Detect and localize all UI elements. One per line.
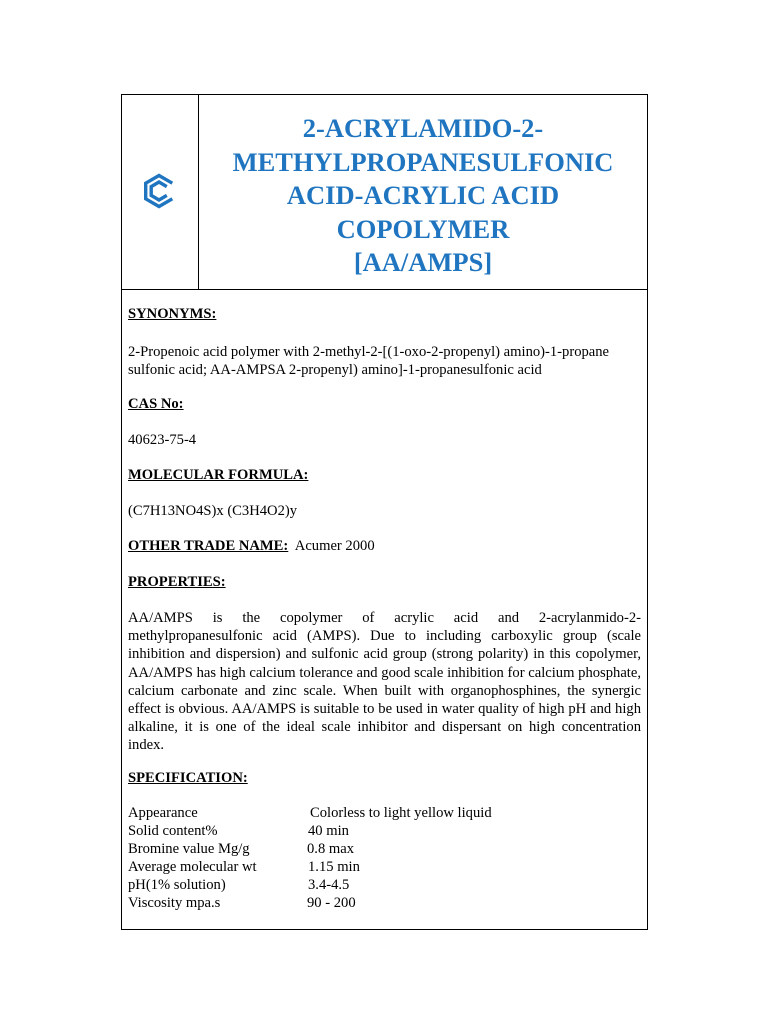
title-line: 2-ACRYLAMIDO-2- [302, 113, 544, 143]
specification-heading: SPECIFICATION: [128, 770, 248, 786]
title-line: ACID-ACRYLIC ACID [286, 180, 560, 210]
other-trade-name-heading: OTHER TRADE NAME: [128, 538, 289, 554]
spec-label: Bromine value Mg/g [128, 841, 250, 857]
cas-value: 40623-75-4 [128, 432, 197, 448]
molecular-formula-heading: MOLECULAR FORMULA: [128, 467, 309, 483]
title-line: METHYLPROPANESULFONIC [232, 146, 614, 177]
spec-label: pH(1% solution) [128, 877, 226, 893]
title-line: [AA/AMPS] [353, 247, 493, 277]
spec-row [128, 823, 641, 841]
header [122, 95, 647, 290]
spec-row [128, 841, 641, 859]
synonyms-heading: SYNONYMS: [128, 306, 217, 322]
hexagon-c-logo-icon [137, 169, 181, 213]
other-trade-name [128, 538, 641, 555]
spec-value: 1.15 min [308, 859, 360, 875]
properties-heading: PROPERTIES: [128, 574, 226, 590]
molecular-formula-value: (C7H13NO4S)x (C3H4O2)y [128, 503, 298, 519]
spec-label: Viscosity mpa.s [128, 895, 221, 911]
logo-cell [122, 95, 199, 289]
spec-label: Appearance [128, 805, 198, 821]
datasheet-frame [121, 94, 648, 930]
spec-label: Solid content% [128, 823, 218, 839]
spec-value: Colorless to light yellow liquid [310, 805, 492, 821]
synonyms-text: 2-Propenoic acid polymer with 2-methyl-2-[(1-oxo-2-propenyl) amino)-1-propane sulfonic acid; AA-AMPSA 2-propenyl) amino]-1-propanesulfonic acid [128, 344, 610, 379]
title-line: COPOLYMER [336, 213, 510, 244]
other-trade-name-value: Acumer 2000 [294, 538, 375, 554]
spec-value: 40 min [308, 823, 349, 839]
product-title [199, 112, 647, 280]
spec-label: Average molecular wt [128, 859, 257, 875]
spec-value: 0.8 max [307, 841, 355, 857]
spec-row [128, 877, 641, 895]
spec-value: 90 - 200 [307, 895, 356, 911]
spec-row [128, 805, 641, 823]
properties-text: AA/AMPS is the copolymer of acrylic acid and 2-acrylanmido-2-methylpropanesulfonic acid (AMPS). Due to including carboxylic group (scale inhibition and dispersion) and sulfonic acid group (strong polarity) in this copolymer, AA/AMPS has high calcium tolerance and good scale inhibition for calcium phosphate, calcium carbonate and zinc scale. When built with organophosphines, the synergic effect is obvious. AA/AMPS is suitable to be used in water quality of high pH and high alkaline, it is one of the ideal scale inhibitor and dispersant on high concentration index. [128, 610, 641, 754]
cas-heading: CAS No: [128, 396, 184, 412]
spec-value: 3.4-4.5 [308, 877, 350, 893]
spec-row [128, 895, 641, 913]
spec-row [128, 859, 641, 877]
